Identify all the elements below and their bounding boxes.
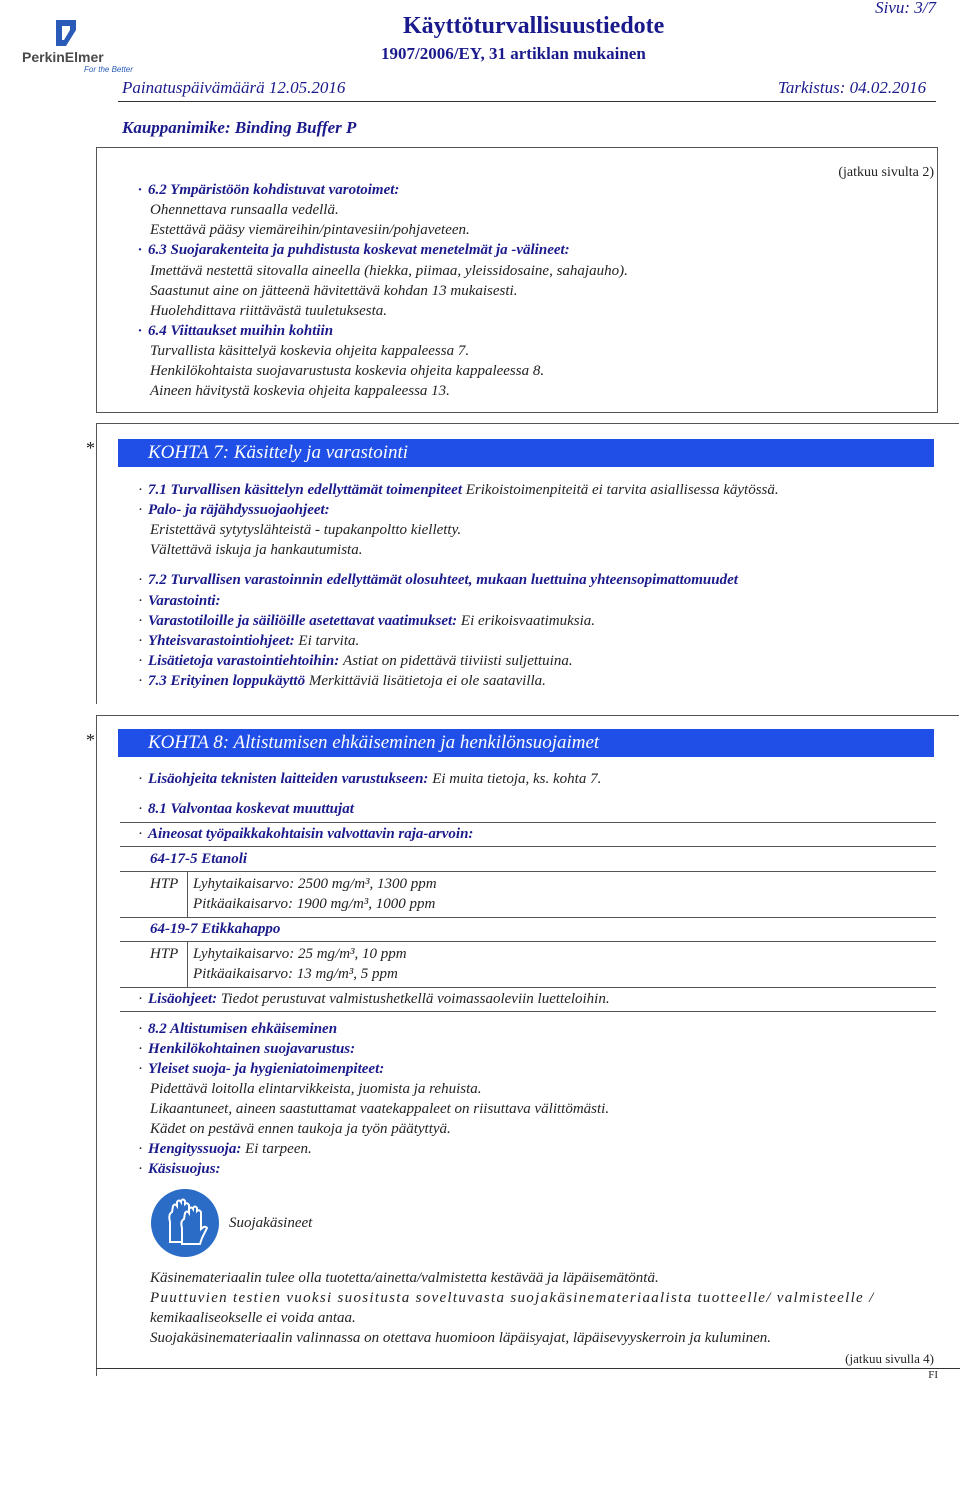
- text-6-3-b: Saastunut aine on jätteenä hävitettävä kohdan 13 mukaisesti.: [150, 283, 518, 299]
- heading-6-4: · 6.4 Viittaukset muihin kohtiin: [138, 323, 334, 339]
- gloves-pictogram: [150, 1188, 220, 1258]
- language-code: FI: [928, 1369, 938, 1381]
- table-rule: [120, 917, 936, 918]
- table-rule: [120, 822, 936, 823]
- heading-hand-protection: · Käsisuojus:: [138, 1161, 221, 1177]
- table-rule: [120, 846, 936, 847]
- text-fire-a: Eristettävä sytytyslähteistä - tupakanpoltto kielletty.: [150, 522, 462, 538]
- text-extra-equipment: · Lisäohjeita teknisten laitteiden varustukseen: Ei muita tietoja, ks. kohta 7.: [138, 771, 602, 787]
- table-rule: [187, 942, 188, 987]
- short-term-limit: Lyhytaikaisarvo: 25 mg/m³, 10 ppm: [193, 946, 407, 962]
- table-rule: [187, 872, 188, 917]
- text-6-2-a: Ohennettava runsaalla vedellä.: [150, 202, 339, 218]
- limit-code: HTP: [150, 876, 179, 892]
- company-logo: [22, 18, 132, 78]
- text-material-b: Puuttuvien testien vuoksi suositusta soveltuvasta suojakäsinemateriaalista tuotteelle/ valmisteelle /: [150, 1290, 875, 1306]
- logo-tagline: For the Better: [84, 65, 133, 74]
- short-term-limit: Lyhytaikaisarvo: 2500 mg/m³, 1300 ppm: [193, 876, 437, 892]
- text-6-4-a: Turvallista käsittelyä koskevia ohjeita kappaleessa 7.: [150, 343, 470, 359]
- section8-title: KOHTA 8: Altistumisen ehkäiseminen ja henkilönsuojaimet: [118, 729, 934, 757]
- document-title: Käyttöturvallisuustiedote: [403, 13, 665, 39]
- logo-name: PerkinElmer: [22, 49, 104, 65]
- long-term-limit: Pitkäaikaisarvo: 1900 mg/m³, 1000 ppm: [193, 896, 436, 912]
- text-material-d: Suojakäsinemateriaalin valinnassa on otettava huomioon läpäisyajat, läpäisevyyskerroin ja kuluminen.: [150, 1330, 772, 1346]
- table-rule: [120, 941, 936, 942]
- long-term-limit: Pitkäaikaisarvo: 13 mg/m³, 5 ppm: [193, 966, 398, 982]
- heading-8-2: · 8.2 Altistumisen ehkäiseminen: [138, 1021, 338, 1037]
- text-7-3: · 7.3 Erityinen loppukäyttö Merkittäviä lisätietoja ei ole saatavilla.: [138, 673, 546, 689]
- heading-storage: · Varastointi:: [138, 593, 221, 609]
- text-6-4-c: Aineen hävitystä koskevia ohjeita kappaleessa 13.: [150, 383, 450, 399]
- heading-limits: · Aineosat työpaikkakohtaisin valvottavin raja-arvoin:: [138, 826, 474, 842]
- section8-marker: *: [86, 730, 95, 750]
- heading-hygiene: · Yleiset suoja- ja hygieniatoimenpiteet:: [138, 1061, 385, 1077]
- text-storage-info: · Lisätietoja varastointiehtoihin: Astiat on pidettävä tiiviisti suljettuina.: [138, 653, 573, 669]
- text-respiratory: · Hengityssuoja: Ei tarpeen.: [138, 1141, 312, 1157]
- table-rule: [120, 871, 936, 872]
- text-additional: · Lisäohjeet: Tiedot perustuvat valmistushetkellä voimassaoleviin luetteloihin.: [138, 991, 610, 1007]
- gloves-label: Suojakäsineet: [229, 1215, 313, 1231]
- substance-name: 64-19-7 Etikkahappo: [150, 921, 281, 937]
- page-number: Sivu: 3/7: [875, 0, 936, 17]
- table-rule: [120, 1011, 936, 1012]
- text-6-2-b: Estettävä pääsy viemäreihin/pintavesiin/pohjaveteen.: [150, 222, 470, 238]
- continued-from: (jatkuu sivulta 2): [838, 165, 934, 180]
- bottom-rule: [96, 1368, 960, 1369]
- text-hygiene-c: Kädet on pestävä ennen taukoja ja työn päätyttyä.: [150, 1121, 451, 1137]
- section7-marker: *: [86, 438, 95, 458]
- heading-6-3: · 6.3 Suojarakenteita ja puhdistusta koskevat menetelmät ja -välineet:: [138, 242, 570, 258]
- heading-6-2: · 6.2 Ympäristöön kohdistuvat varotoimet:: [138, 182, 400, 198]
- section7-title: KOHTA 7: Käsittely ja varastointi: [118, 439, 934, 467]
- header-rule: [118, 101, 936, 102]
- perkinelmer-logo-icon: [54, 18, 78, 48]
- heading-7-2: · 7.2 Turvallisen varastoinnin edellyttämät olosuhteet, mukaan luettuina yhteensopimattomuudet: [138, 572, 738, 588]
- heading-fire: · Palo- ja räjähdyssuojaohjeet:: [138, 502, 330, 518]
- text-6-3-a: Imettävä nestettä sitovalla aineella (hiekka, piimaa, yleissidosaine, sahajauho).: [150, 263, 628, 279]
- product-name: Kauppanimike: Binding Buffer P: [122, 118, 357, 137]
- continued-to: (jatkuu sivulla 4): [845, 1351, 934, 1366]
- text-joint-storage: · Yhteisvarastointiohjeet: Ei tarvita.: [138, 633, 360, 649]
- text-6-4-b: Henkilökohtaista suojavarustusta koskevia ohjeita kappaleessa 8.: [150, 363, 545, 379]
- gloves-icon: [150, 1188, 220, 1258]
- revision-date: Tarkistus: 04.02.2016: [778, 78, 927, 97]
- document-subtitle: 1907/2006/EY, 31 artiklan mukainen: [381, 44, 646, 63]
- text-material-c: kemikaaliseokselle ei voida antaa.: [150, 1310, 356, 1326]
- text-6-3-c: Huolehdittava riittävästä tuuletuksesta.: [150, 303, 388, 319]
- text-7-1: · 7.1 Turvallisen käsittelyn edellyttämät toimenpiteet Erikoistoimenpiteitä ei tarvita asiallisessa käytössä.: [138, 482, 779, 498]
- text-hygiene-a: Pidettävä loitolla elintarvikkeista, juomista ja rehuista.: [150, 1081, 482, 1097]
- table-rule: [120, 987, 936, 988]
- text-fire-b: Vältettävä iskuja ja hankautumista.: [150, 542, 363, 558]
- text-hygiene-b: Likaantuneet, aineen saastuttamat vaatekappaleet on riisuttava välittömästi.: [150, 1101, 610, 1117]
- text-material-a: Käsinemateriaalin tulee olla tuotetta/ainetta/valmistetta kestävää ja läpäisemätöntä.: [150, 1270, 659, 1286]
- heading-ppe: · Henkilökohtainen suojavarustus:: [138, 1041, 356, 1057]
- heading-8-1: · 8.1 Valvontaa koskevat muuttujat: [138, 801, 354, 817]
- substance-name: 64-17-5 Etanoli: [150, 851, 248, 867]
- text-requirements: · Varastotiloille ja säiliöille asetettavat vaatimukset: Ei erikoisvaatimuksia.: [138, 613, 596, 629]
- limit-code: HTP: [150, 946, 179, 962]
- print-date: Painatuspäivämäärä 12.05.2016: [122, 78, 346, 97]
